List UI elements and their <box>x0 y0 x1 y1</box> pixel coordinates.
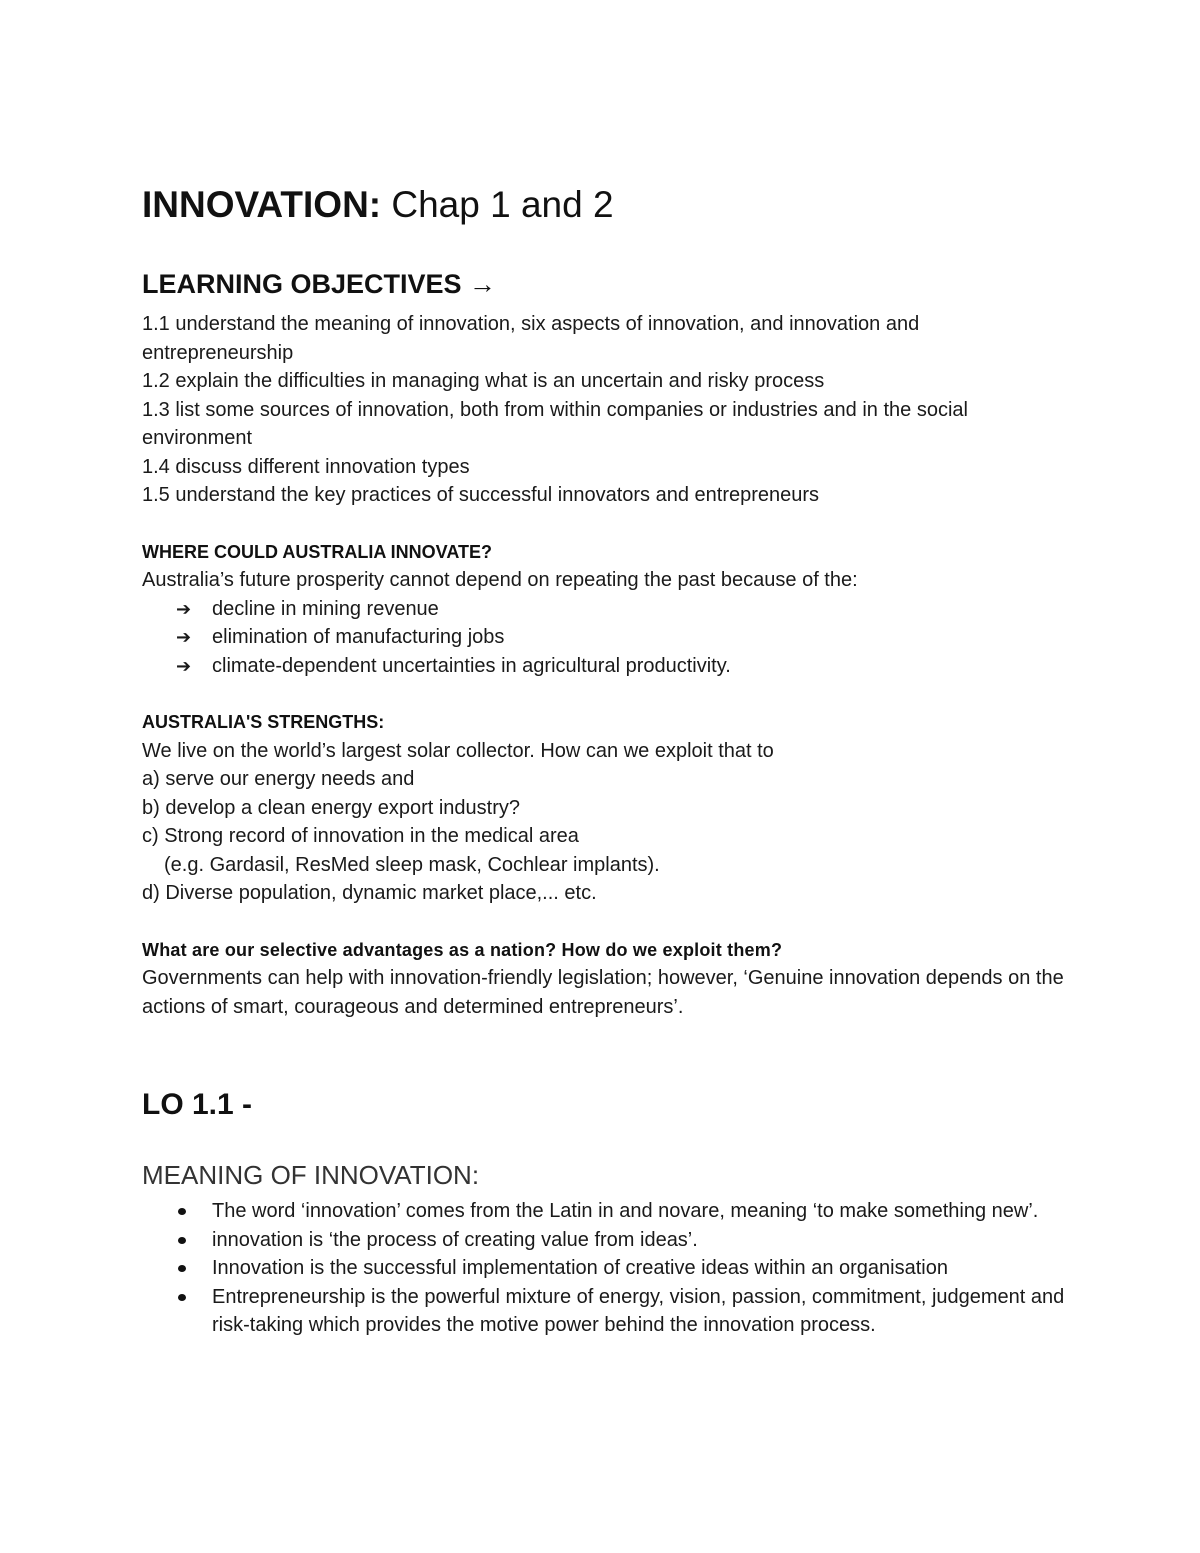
page-title <box>142 180 1072 230</box>
arrow-icon: ➔ <box>176 627 192 647</box>
list-item: Entrepreneurship is the powerful mixture of energy, vision, passion, commitment, judgement and risk-taking which provides the motive power behind the innovation process. <box>142 1283 1072 1340</box>
advantages-question: What are our selective advantages as a nation? How do we exploit them? <box>142 939 783 960</box>
objective-item: 1.1 understand the meaning of innovation, six aspects of innovation, and innovation and entrepreneurship <box>142 313 920 364</box>
title-bold: INNOVATION: <box>142 184 382 225</box>
bullet-icon <box>178 1265 186 1272</box>
bullet-icon <box>178 1237 186 1244</box>
list-item: ➔ elimination of manufacturing jobs <box>142 623 1072 652</box>
where-innovate-list <box>142 595 1072 681</box>
strength-item: d) Diverse population, dynamic market place,... etc. <box>142 882 597 904</box>
list-item: The word ‘innovation’ comes from the Latin in and novare, meaning ‘to make something new’. <box>142 1197 1072 1226</box>
bullet-icon <box>178 1208 186 1215</box>
arrow-icon: ➔ <box>176 598 192 619</box>
where-innovate-heading: WHERE COULD AUSTRALIA INNOVATE? <box>142 541 492 562</box>
objective-item: 1.4 discuss different innovation types <box>142 455 470 478</box>
list-item: innovation is ‘the process of creating value from ideas’. <box>142 1226 1072 1255</box>
strength-item: c) Strong record of innovation in the medical area <box>142 825 579 847</box>
advantages-answer: Governments can help with innovation-friendly legislation; however, ‘Genuine innovation depends on the actions of smart, courageous and determined entrepreneurs’. <box>142 967 1064 1018</box>
meaning-bullet-list <box>142 1197 1072 1340</box>
strength-item: a) serve our energy needs and <box>142 768 415 790</box>
strengths-intro: We live on the world’s largest solar collector. How can we exploit that to <box>142 739 774 762</box>
objective-item: 1.5 understand the key practices of successful innovators and entrepreneurs <box>142 484 820 506</box>
list-item: Innovation is the successful implementation of creative ideas within an organisation <box>142 1254 1072 1283</box>
bullet-icon <box>178 1294 186 1301</box>
document-page <box>142 180 1072 1340</box>
meaning-of-innovation-heading: MEANING OF INNOVATION: <box>142 1160 480 1190</box>
where-innovate-intro: Australia’s future prosperity cannot depend on repeating the past because of the: <box>142 569 858 591</box>
arrow-icon: ➔ <box>176 655 192 676</box>
strength-item-example: (e.g. Gardasil, ResMed sleep mask, Cochlear implants). <box>164 853 660 876</box>
title-rest: Chap 1 and 2 <box>381 184 614 225</box>
lo-1-1-heading: LO 1.1 - <box>142 1088 253 1121</box>
list-item: ➔ decline in mining revenue <box>142 595 1072 624</box>
strength-item: b) develop a clean energy export industry? <box>142 796 521 819</box>
list-item: ➔ climate-dependent uncertainties in agricultural productivity. <box>142 652 1072 681</box>
learning-objectives-list <box>142 310 1072 510</box>
objective-item: 1.3 list some sources of innovation, both from within companies or industries and in the social environment <box>142 398 968 449</box>
objective-item: 1.2 explain the difficulties in managing what is an uncertain and risky process <box>142 370 825 392</box>
learning-objectives-heading: LEARNING OBJECTIVES → <box>142 269 497 299</box>
strengths-heading: AUSTRALIA'S STRENGTHS: <box>142 712 385 732</box>
